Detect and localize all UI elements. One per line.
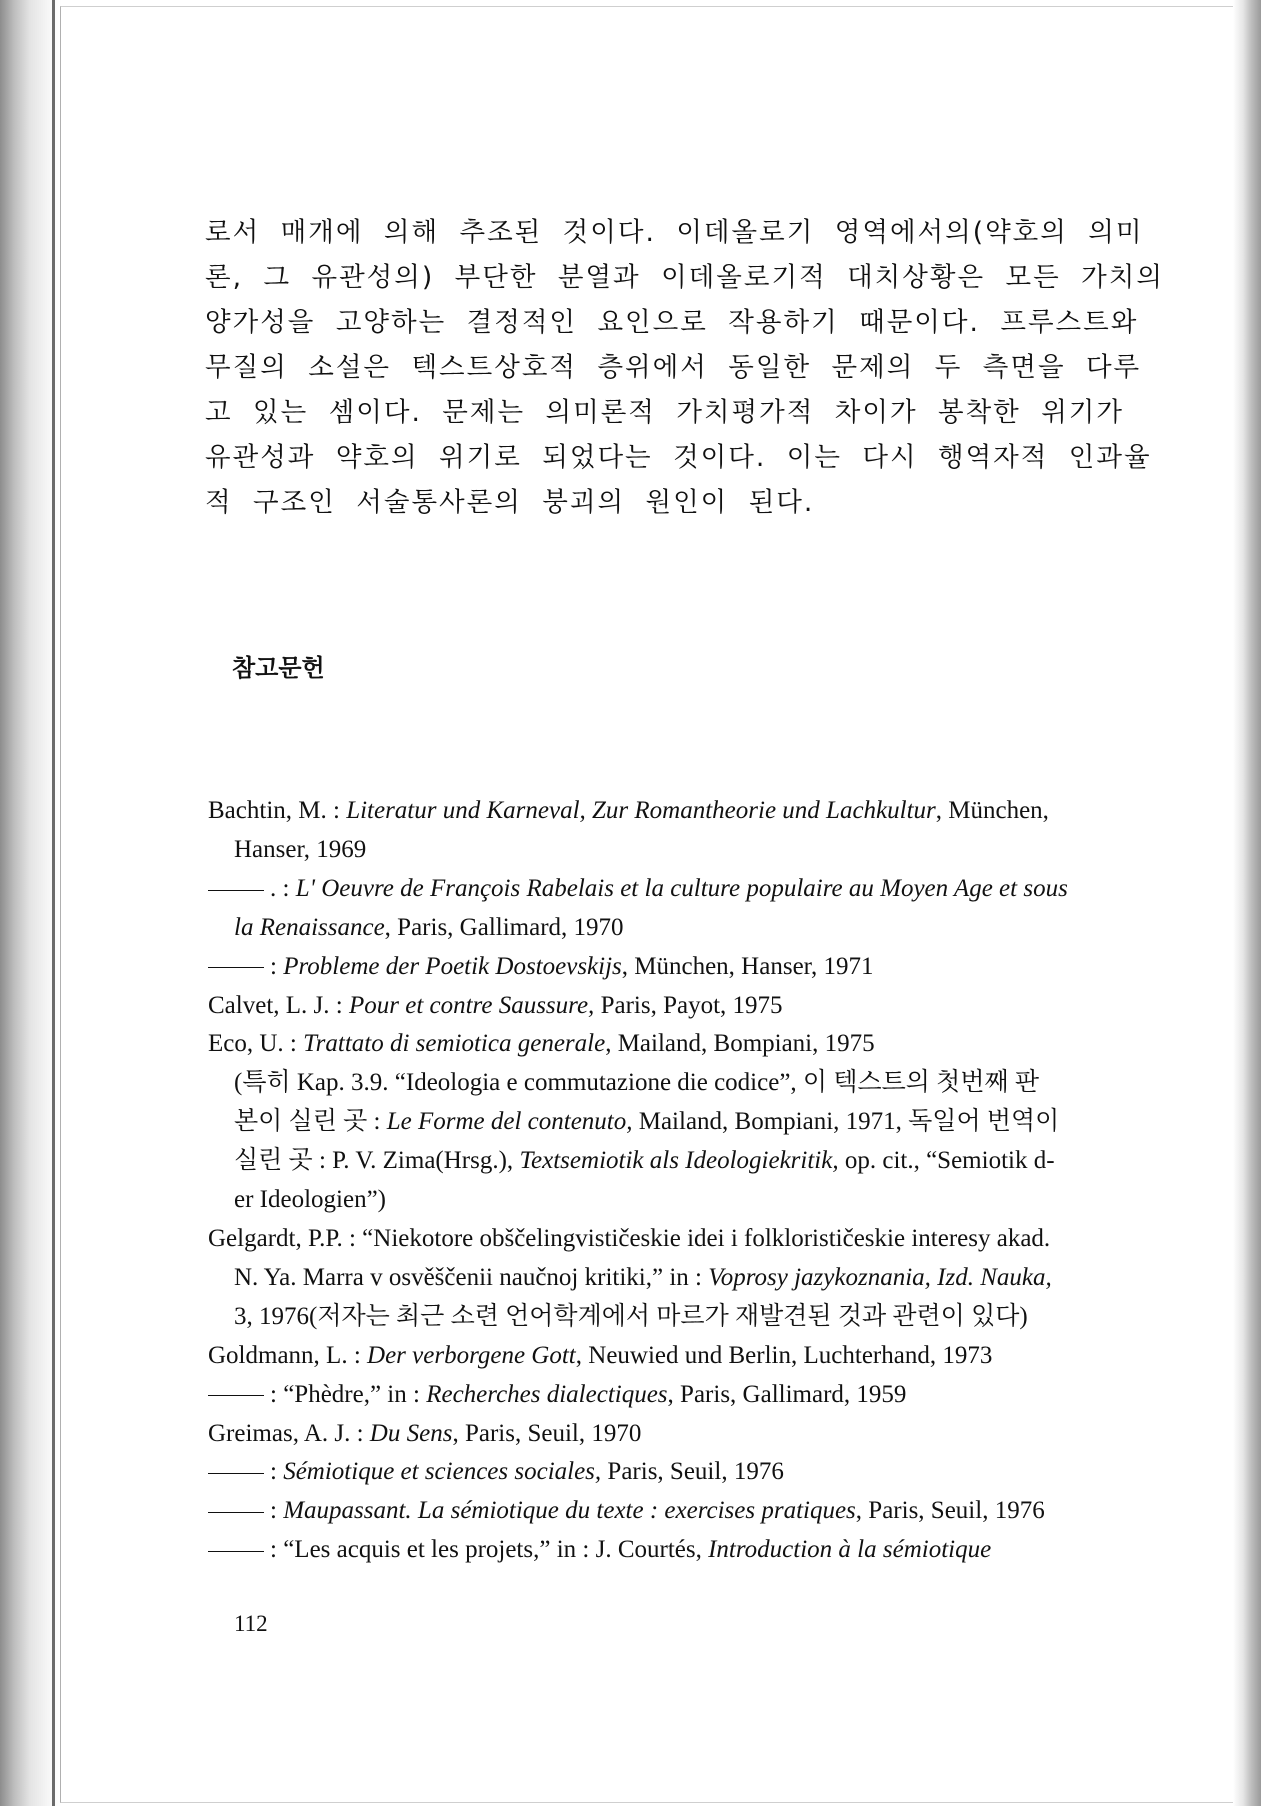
- repeat-author-dash: [208, 1395, 264, 1396]
- reference-entry-bachtin-2-cont: la Renaissance, Paris, Gallimard, 1970: [234, 913, 624, 941]
- reference-entry-goldmann-2: : “Phèdre,” in : Recherches dialectiques, Paris, Gallimard, 1959: [208, 1376, 1128, 1415]
- body-line: 양가성을 고양하는 결정적인 요인으로 작용하기 때문이다. 프루스트와: [205, 307, 1139, 338]
- reference-entry-bachtin-1: Bachtin, M. : Literatur und Karneval, Zur Romantheorie und Lachkultur, München,: [208, 797, 1049, 824]
- section-title: 참고문헌: [232, 654, 325, 682]
- reference-entry-eco-note: 본이 실린 곳 : Le Forme del contenuto, Mailand, Bompiani, 1971, 독일어 번역이: [234, 1108, 1060, 1136]
- reference-list: [208, 792, 1128, 1570]
- reference-entry-gelgardt-cont: 3, 1976(저자는 최근 소련 언어학계에서 마르가 재발견된 것과 관련이 있다): [234, 1302, 1028, 1330]
- body-paragraph: [205, 210, 1164, 525]
- reference-entry-eco-note: 실린 곳 : P. V. Zima(Hrsg.), Textsemiotik als Ideologiekritik, op. cit., “Semiotik d-: [234, 1147, 1055, 1175]
- reference-entry-calvet: Calvet, L. J. : Pour et contre Saussure, Paris, Payot, 1975: [208, 991, 783, 1019]
- reference-entry-bachtin-3: : Probleme der Poetik Dostoevskijs, München, Hanser, 1971: [208, 948, 1128, 987]
- reference-entry-eco-note: er Ideologien”): [234, 1186, 387, 1214]
- reference-entry-gelgardt: Gelgardt, P.P. : “Niekotore obščelingvističeskie idei i folklorističeskie interesy akad.: [208, 1224, 1051, 1252]
- body-line: 적 구조인 서술통사론의 붕괴의 원인이 된다.: [205, 487, 815, 518]
- body-line: 로서 매개에 의해 추조된 것이다. 이데올로기 영역에서의(약호의 의미: [205, 217, 1144, 248]
- reference-entry-greimas-4: : “Les acquis et les projets,” in : J. Courtés, Introduction à la sémiotique: [208, 1531, 1128, 1570]
- reference-entry-eco: Eco, U. : Trattato di semiotica generale, Mailand, Bompiani, 1975: [208, 1030, 875, 1058]
- body-line: 무질의 소설은 텍스트상호적 층위에서 동일한 문제의 두 측면을 다루: [205, 352, 1142, 383]
- repeat-author-dash: [208, 967, 264, 968]
- reference-entry-greimas-3: : Maupassant. La sémiotique du texte : exercises pratiques, Paris, Seuil, 1976: [208, 1492, 1128, 1531]
- body-line: 고 있는 셈이다. 문제는 의미론적 가치평가적 차이가 봉착한 위기가: [205, 397, 1124, 428]
- book-right-edge: [1233, 0, 1261, 1806]
- book-spine: [52, 0, 55, 1806]
- reference-entry-greimas-2: : Sémiotique et sciences sociales, Paris, Seuil, 1976: [208, 1453, 1128, 1492]
- repeat-author-dash: [208, 1512, 264, 1513]
- reference-entry-goldmann-1: Goldmann, L. : Der verborgene Gott, Neuwied und Berlin, Luchterhand, 1973: [208, 1341, 993, 1369]
- repeat-author-dash: [208, 1473, 264, 1474]
- reference-entry-bachtin-2: . : L' Oeuvre de François Rabelais et la culture populaire au Moyen Age et sous: [208, 870, 1128, 909]
- reference-entry-bachtin-1-cont: Hanser, 1969: [234, 835, 367, 863]
- reference-entry-gelgardt-cont: N. Ya. Marra v osvěščenii naučnoj kritiki,” in : Voprosy jazykoznania, Izd. Nauka,: [234, 1263, 1052, 1291]
- body-line: 론, 그 유관성의) 부단한 분열과 이데올로기적 대치상황은 모든 가치의: [205, 262, 1164, 293]
- repeat-author-dash: [208, 1551, 264, 1552]
- page-number: 112: [234, 1611, 268, 1636]
- body-line: 유관성과 약호의 위기로 되었다는 것이다. 이는 다시 행역자적 인과율: [205, 442, 1152, 473]
- repeat-author-dash: [208, 890, 264, 891]
- reference-entry-eco-note: (특히 Kap. 3.9. “Ideologia e commutazione die codice”, 이 텍스트의 첫번째 판: [234, 1069, 1040, 1097]
- reference-entry-greimas-1: Greimas, A. J. : Du Sens, Paris, Seuil, 1970: [208, 1419, 642, 1447]
